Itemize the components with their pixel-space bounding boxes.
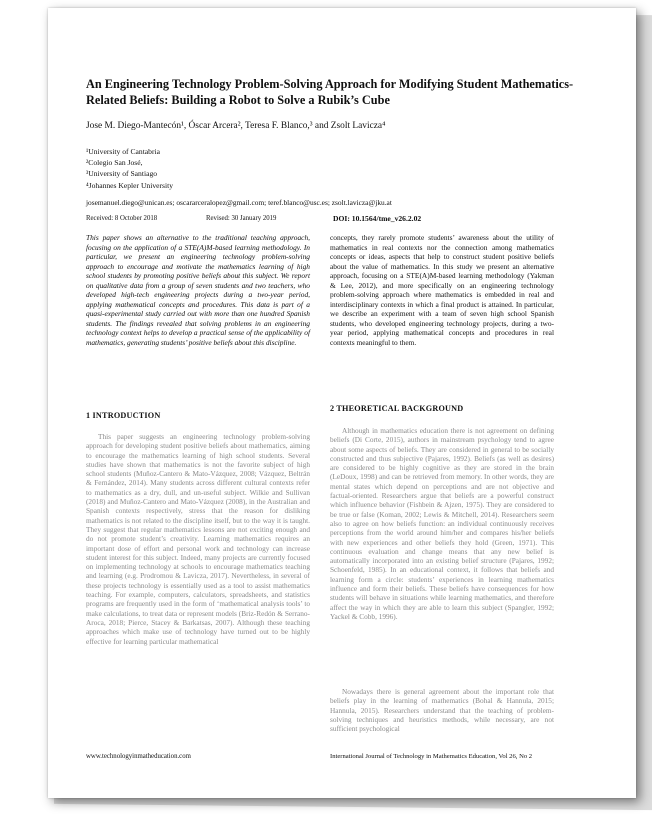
introduction-body-text: This paper suggests an engineering technology problem-solving approach for developing student positive beliefs about mathematics, aiming to encourage the mathematics learning of high school students. Several studies have shown that mathematics is not the favorite subject of high school students (Muñoz-Cantero & Mato-Vázquez, 2008; Vázquez, Beltrán & Fernández, 2014). Many students across different cultural contexts refer to mathematics as a dry, dull, and un-useful subject. Wilkie and Sullivan (2018) and Muñoz-Cantero and Mato-Vázquez (2008), in the Australian and Spanish contexts respectively, stress that the reason for disliking mathematics is not related to the discipline itself, but to the way it is taught. They suggest that regular mathematics lessons are not exciting enough and do not promote student’s creativity. Learning mathematics requires an important dose of effort and personal work and technology can increase student interest for this subject. Indeed, many projects are currently focused on implementing technology at schools to encourage mathematics teaching and learning (e.g. Prodromou & Lavicza, 2017). Nevertheless, in several of these projects technology is essentially used as a tool to assist mathematics teaching. For example, computers, calculators, spreadsheets, and statistics programs are frequently used in the form of ‘mathematical analysis tools’ to make calculations, to treat data or represent models (Briz-Redón & Serrano-Aroca, 2018; Pierce, Stacey & Barkatsas, 2007). Although these teaching approaches which make use of technology have turned out to be highly effective for learning particular mathematical (86, 432, 310, 646)
affiliation-item: ⁴Johannes Kepler University (86, 180, 174, 190)
theory-body-text-2: Nowadays there is general agreement about the important role that beliefs play in the learning of mathematics (Bohal & Hannula, 2015; Hannula, 2015). Researchers understand that the teaching of problem-solving techniques and heuristics methods, while necessary, are not sufficient psychological (330, 687, 554, 734)
theory-body-text: Although in mathematics education there is not agreement on defining beliefs (Di Corte, 2015), authors in mainstream psychology tend to agree about some aspects of beliefs. They are considered in general to be socially constructed and thus subjective (Pajares, 1992). Beliefs (as well as desires) are considered to be highly cognitive as they are stored in the brain (LeDoux, 1998) and can be retrieved from memory. In other words, they are mental states which depend on perceptions and are not objective and factual-oriented. Researchers argue that beliefs are a powerful construct which influence behavior (Fishbein & Ajzen, 1975). They are considered to be true or false (Koman, 2002; Lewis & Mitchell, 2014). Researchers seem also to agree on how beliefs function: an individual continuously receives perceptions from the world around him/her and compares his/her beliefs with new experiences and other beliefs they hold (Green, 1971). This continuous evaluation and change means that any new belief is automatically incorporated into an existing belief structure (Pajares, 1992; Schoenfeld, 1985). In an educational context, it follows that beliefs and learning form a circle: students’ experiences in learning mathematics influence and form their beliefs. These beliefs have consequences for how students will behave in situations while learning mathematics, and therefore affect the way in which they are able to learn this subject (Spangler, 1992; Yackel & Cobb, 1996). (330, 426, 554, 621)
author-list: Jose M. Diego-Mantecón¹, Óscar Arcera², Teresa F. Blanco,³ and Zsolt Lavicza⁴ (86, 121, 386, 131)
author-emails: josemanuel.diego@unican.es; oscararceralopez@gmail.com; teref.blanco@usc.es; zsolt.lavicza@jku.at (86, 198, 392, 207)
doi-label: DOI: 10.1564/tme_v26.2.02 (333, 214, 422, 223)
received-date: Received: 8 October 2018 (86, 215, 158, 222)
footer-journal: International Journal of Technology in Mathematics Education, Vol 26, No 2 (330, 753, 533, 760)
intro-continuation-text: concepts, they rarely promote students’ awareness about the utility of mathematics in real contexts nor the connection among mathematics concepts or ideas, aspects that help to construct student positive beliefs about the value of mathematics. In this study we present an alternative approach, focusing on a STE(A)M-based learning methodology (Yakman & Lee, 2012), and more specifically on an engineering technology problem-solving approach where mathematics is embedded in real and interdisciplinary contexts in which a final product is attained. In particular, we describe an experiment with a team of seven high school Spanish students, who developed engineering technology projects, during a two-year period, applying mathematical concepts and procedures in real contexts meaningful to them. (330, 233, 554, 348)
document-page (48, 8, 636, 798)
abstract-text: This paper shows an alternative to the traditional teaching approach, focusing on the application of a STE(A)M-based learning methodology. In particular, we present an engineering technology problem-solving approach to encourage and motivate the mathematics learning of high school students by promoting positive beliefs about this subject. We report on qualitative data from a group of seven students and two teachers, who developed high-tech engineering projects during a two-year period, applying mathematical concepts and procedures. This data is part of a quasi-experimental study carried out with more than one hundred Spanish students. The findings revealed that solving problems in an engineering technology context helps to develop a practical sense of the applicability of mathematics, generating students’ positive beliefs about this discipline. (86, 233, 310, 348)
paper-title: An Engineering Technology Problem-Solving Approach for Modifying Student Mathematics-Related Beliefs: Building a Robot to Solve a Rubik’s Cube (86, 77, 574, 107)
section-heading-introduction: 1 INTRODUCTION (86, 411, 161, 420)
affiliation-item: ²Colegio San José, (86, 158, 143, 168)
affiliation-item: ¹University of Cantabria (86, 147, 160, 156)
section-heading-theoretical-background: 2 THEORETICAL BACKGROUND (330, 404, 464, 413)
footer-website: www.technologyinmatheducation.com (86, 753, 191, 760)
affiliation-list (86, 146, 386, 191)
revised-date: Revised: 30 January 2019 (206, 215, 277, 222)
affiliation-item: ³University of Santiago (86, 169, 158, 179)
